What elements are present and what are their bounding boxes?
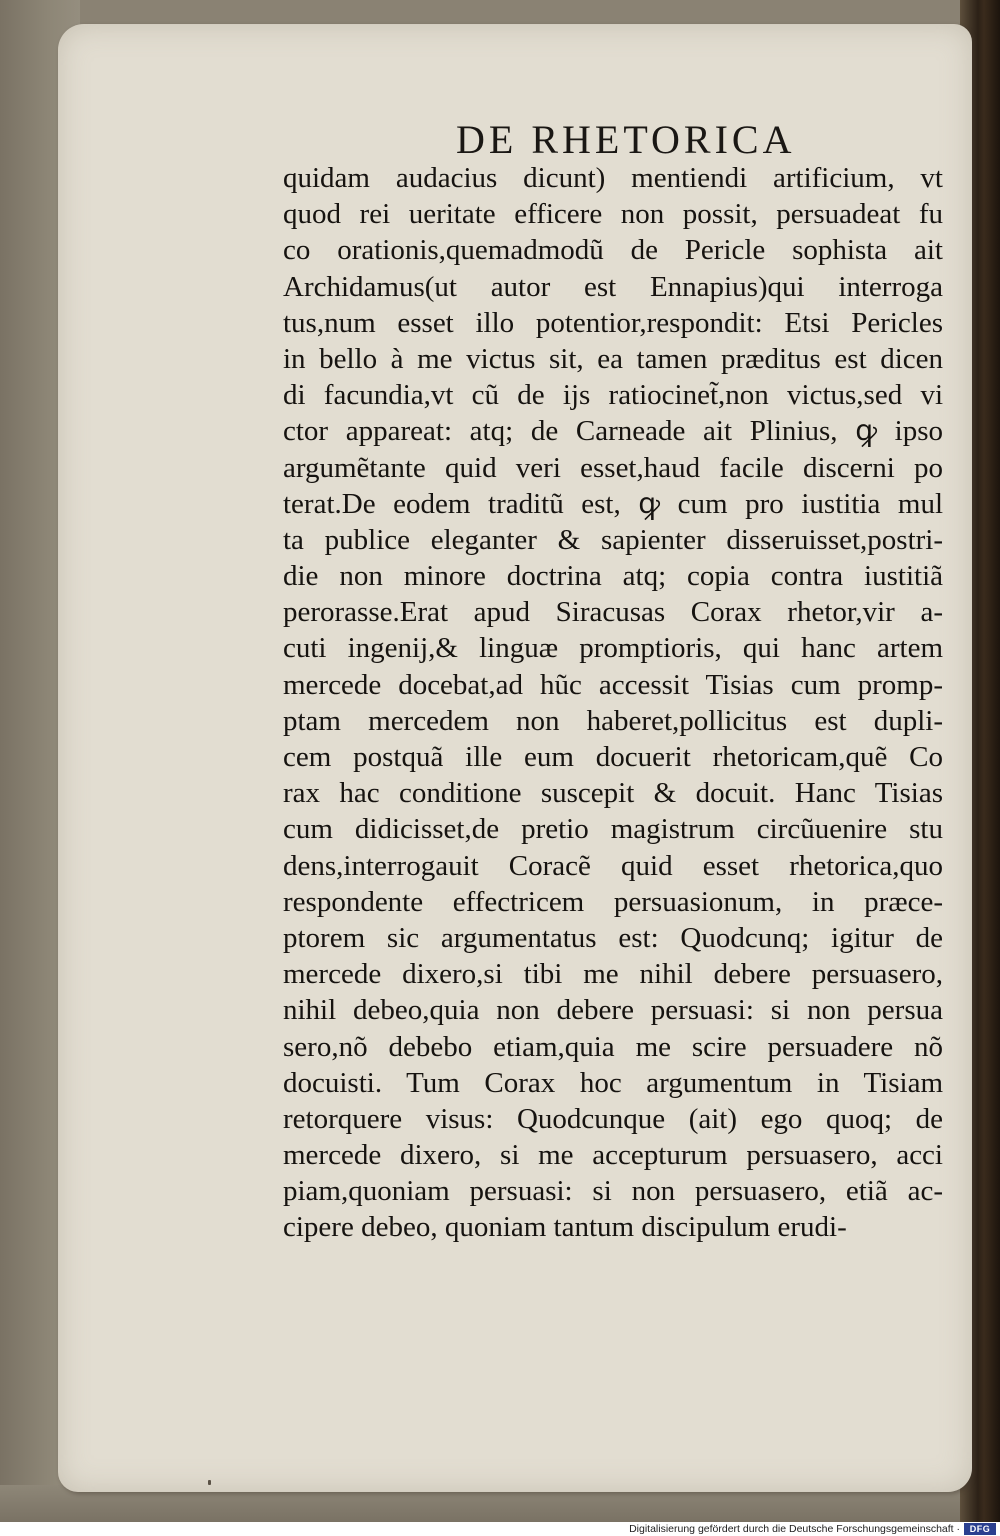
text-line: cem postquã ille eum docuerit rhetoricam,quẽ Co [283, 741, 943, 773]
text-line: quod rei ueritate efficere non possit, persuadeat fu [283, 198, 943, 231]
text-line: Archidamus(ut autor est Ennapius)qui interroga [283, 270, 943, 303]
text-line: mercede dixero, si me accepturum persuasero, acci [283, 1139, 943, 1172]
text-line: retorquere visus: Quodcunque (ait) ego quoq; de [283, 1102, 943, 1135]
text-line: mercede docebat,ad hũc accessit Tisias cum promp- [283, 668, 943, 701]
text-line: cuti ingenij,& linguæ promptioris, qui hanc artem [283, 632, 943, 665]
dfg-logo: DFG [964, 1523, 996, 1535]
text-line: ptam mercedem non haberet,pollicitus est dupli- [283, 704, 943, 737]
text-line: sero,nõ debebo etiam,quia me scire persuadere nõ [283, 1030, 943, 1063]
text-line: tus,num esset illo potentior,respondit: Etsi Pericles [283, 306, 943, 339]
text-line: ptorem sic argumentatus est: Quodcunq; igitur de [283, 921, 943, 954]
text-line: argumẽtante quid veri esset,haud facile discerni po [283, 451, 943, 484]
text-line: in bello à me victus sit, ea tamen præditus est dicen [283, 342, 943, 375]
text-line: piam,quoniam persuasi: si non persuasero, etiã ac- [283, 1175, 943, 1208]
text-line: perorasse.Erat apud Siracusas Corax rhetor,vir a- [283, 596, 943, 629]
text-line: ctor appareat: atq; de Carneade ait Plinius, ꝙ ipso [283, 415, 943, 448]
text-line: cipere debeo, quoniam tantum discipulum erudi- [283, 1211, 847, 1244]
text-line: nihil debeo,quia non debere persuasi: si non persua [283, 994, 943, 1027]
text-line: di facundia,vt cũ de ijs ratiocinet̃,non victus,sed vi [283, 379, 943, 412]
text-line: terat.De eodem traditũ est, ꝙ cum pro iustitia mul [283, 487, 943, 520]
text-line: respondente effectricem persuasionum, in præce- [283, 885, 943, 918]
footer-credit: Digitalisierung gefördert durch die Deutsche Forschungsgemeinschaft · [629, 1523, 960, 1535]
page-text-block [283, 160, 953, 1246]
text-line: dens,interrogauit Coracẽ quid esset rhetorica,quo [283, 849, 943, 882]
running-header: DE RHETORICA [456, 117, 796, 162]
text-line: co orationis,quemadmodũ de Pericle sophista ait [283, 234, 943, 267]
text-line: rax hac conditione suscepit & docuit. Hanc Tisias [283, 777, 943, 810]
text-line: docuisti. Tum Corax hoc argumentum in Tisiam [283, 1066, 943, 1099]
text-line: ta publice eleganter & sapienter disseruisset,postri- [283, 523, 943, 556]
ink-speck [208, 1480, 211, 1485]
text-line: quidam audacius dicunt) mentiendi artificium, vt [283, 162, 943, 194]
text-line: cum didicisset,de pretio magistrum circũuenire stu [283, 813, 943, 846]
text-line: mercede dixero,si tibi me nihil debere persuasero, [283, 958, 943, 991]
footer-bar [0, 1522, 1000, 1536]
text-line: die non minore doctrina atq; copia contra iustitiã [283, 560, 943, 593]
